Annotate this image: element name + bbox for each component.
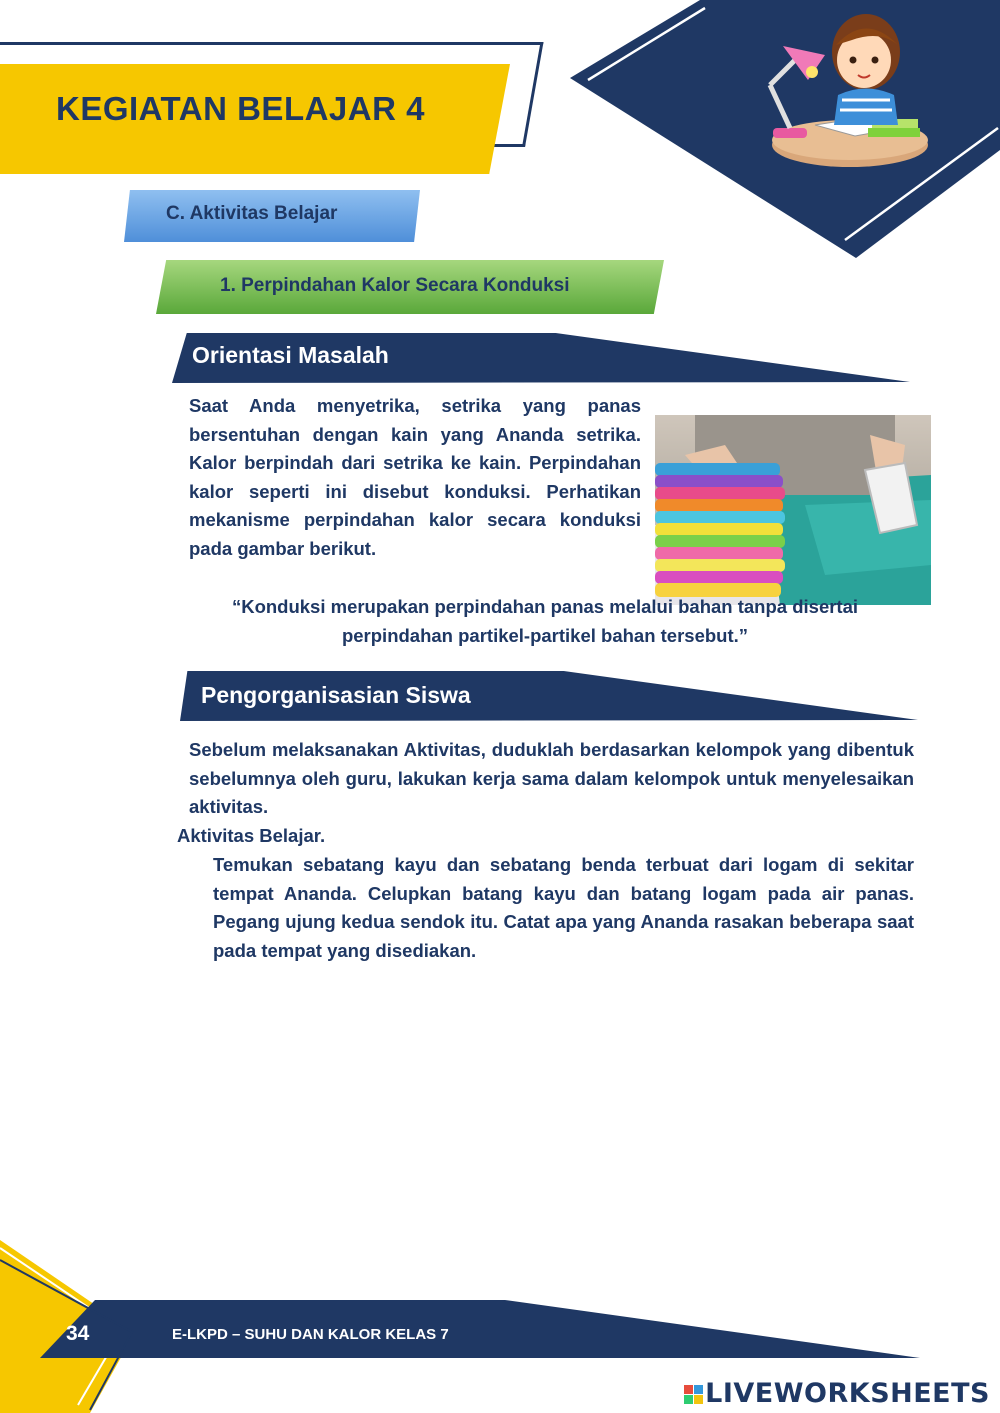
girl-studying-illustration xyxy=(770,14,928,167)
activity-instructions: Temukan sebatang kayu dan sebatang benda terbuat dari logam di sekitar tempat Ananda. Celupkan batang kayu dan batang logam pada air panas. Pegang ujung kedua sendok itu. Catat apa yang Ananda rasakan beberapa saat pada tempat yang disediakan. xyxy=(213,854,914,961)
pengorganisasian-heading: Pengorganisasian Siswa xyxy=(201,682,471,708)
footer-title: E-LKPD – SUHU DAN KALOR KELAS 7 xyxy=(172,1326,449,1343)
liveworksheets-mark-icon xyxy=(684,1385,703,1404)
liveworksheets-text: LIVEWORKSHEETS xyxy=(705,1378,990,1409)
ironing-clothes-photo xyxy=(655,415,931,605)
activity-title: Aktivitas Belajar. xyxy=(177,825,326,846)
orientasi-heading: Orientasi Masalah xyxy=(192,342,389,368)
page-number: 34 xyxy=(66,1322,90,1345)
quote-line-1: “Konduksi merupakan perpindahan panas melalui bahan tanpa disertai xyxy=(231,596,859,617)
topic-section-label: 1. Perpindahan Kalor Secara Konduksi xyxy=(220,275,570,296)
pengorganisasian-paragraph: Sebelum melaksanakan Aktivitas, duduklah berdasarkan kelompok yang dibentuk sebelumnya oleh guru, lakukan kerja sama dalam kelompok untuk menyelesaikan aktivitas. xyxy=(189,739,914,818)
conduction-definition-quote xyxy=(180,592,910,650)
orientasi-paragraph: Saat Anda menyetrika, setrika yang panas bersentuhan dengan kain yang Ananda setrika. Kalor berpindah dari setrika ke kain. Perpindahan kalor seperti ini disebut konduksi. Perhatikan mekanisme perpindahan kalor secara konduksi pada gambar berikut. xyxy=(189,395,641,559)
activity-section-label: C. Aktivitas Belajar xyxy=(166,203,338,224)
page-title: KEGIATAN BELAJAR 4 xyxy=(56,90,425,127)
quote-line-2: perpindahan partikel-partikel bahan tersebut.” xyxy=(341,625,749,646)
liveworksheets-logo xyxy=(684,1378,990,1409)
